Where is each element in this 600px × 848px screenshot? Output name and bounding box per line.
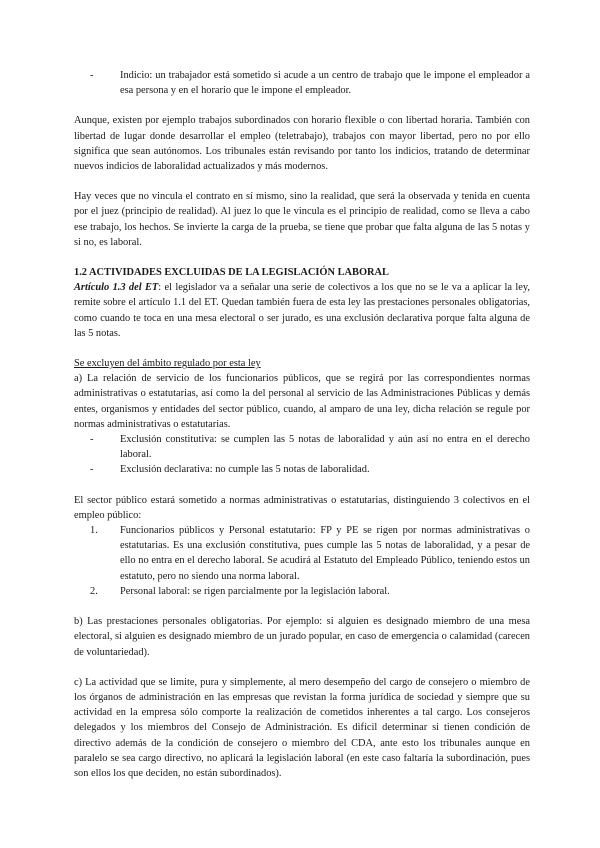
intro-list [74, 68, 530, 98]
item-b-text: b) Las prestaciones personales obligatorias. Por ejemplo: si alguien es designado miembro de una mesa electoral, si alguien es designado miembro de un jurado popular, en caso de emergencia o calamidad (carecen de voluntariedad). [74, 616, 530, 658]
list-item [90, 68, 530, 98]
list-item [90, 584, 530, 599]
list-item-text: Funcionarios públicos y Personal estatutario: FP y PE se rigen por normas administrativas o estatutarias. Es una exclusión constitutiva, pues cumple las 5 notas de laboralidad, y a pesar de ello no entra en el derecho laboral. Se acudirá al Estatuto del Empleado Público, teniendo estos un estatuto, pero no siendo una norma laboral. [120, 525, 530, 582]
article-text: : el legislador va a señalar una serie de colectivos a los que no se le va a aplicar la ley, remite sobre el artículo 1.1 del ET. Quedan también fuera de esta ley las prestaciones personales obligatorias, como cuando te toca en una mesa electoral o ser jurado, es una exclusión declarativa porque falta alguna de las 5 notas. [74, 282, 530, 339]
list-marker: 1. [90, 525, 98, 537]
list-item [90, 523, 530, 584]
item-c-text: c) La actividad que se limite, pura y simplemente, al mero desempeño del cargo de consejero o miembro de los órganos de administración en las empresas que revistan la forma jurídica de sociedad y siempre que su actividad en la empresa sólo comporte la realización de cometidos inherentes a tal cargo. Los consejeros delegados y los miembros del Consejo de Administración. Es difícil determinar si tienen condición de directivo además de la condición de consejero o miembro del CDA, ante esto los tribunales aunque en paralelo se sea cargo directivo, no aplicará la legislación laboral (en este caso faltaría la subordinación, pues son ellos los que deciden, no están subordinados). [74, 676, 530, 779]
paragraph-article-1-3 [74, 280, 530, 341]
excluded-title: Se excluyen del ámbito regulado por esta ley [74, 358, 261, 370]
list-marker: 2. [90, 585, 98, 597]
paragraph-reality-principle: Hay veces que no vincula el contrato en sí mismo, sino la realidad, que será la observada y tenida en cuenta por el juez (principio de realidad). Al juez lo que le vincula es el principio de realidad, como se lleva a cabo ese trabajo, los hechos. Se invierte la carga de la prueba, se tiene que probar que falta alguna de las 5 notas y si no, es laboral. [74, 191, 530, 248]
paragraph-flexible-work: Aunque, existen por ejemplo trabajos subordinados con horario flexible o con libertad horaria. También con libertad de lugar donde desarrollar el empleo (teletrabajo), trabajos con mayor libertad, pero no por ello significa que sean autónomos. Los tribunales están revisando por tanto los indicios, tratando de determinar nuevos indicios de laboralidad actualizados y más modernos. [74, 115, 530, 173]
list-item-text: Exclusión declarativa: no cumple las 5 notas de laboralidad. [120, 464, 370, 476]
list-marker: - [90, 464, 94, 476]
list-item [90, 462, 530, 477]
article-label: Artículo 1.3 del ET [74, 282, 159, 294]
exclusion-types-list [74, 432, 530, 478]
list-item-text: Personal laboral: se rigen parcialmente por la legislación laboral. [120, 585, 390, 597]
item-a-text: a) La relación de servicio de los funcionarios públicos, que se regirá por las correspondientes normas administrativas o estatutarias, así como la del personal al servicio de las Administraciones Públicas y demás entes, organismos y entidades del sector público, cuando, al amparo de una ley, dicha relación se regule por normas administrativas o estatutarias. [74, 373, 530, 430]
section-heading: 1.2 ACTIVIDADES EXCLUIDAS DE LA LEGISLACIÓN LABORAL [74, 267, 389, 279]
list-marker: - [90, 434, 94, 446]
list-item-text: Indicio: un trabajador está sometido si acude a un centro de trabajo que le impone el empleador a esa persona y en el horario que le impone el empleador. [120, 70, 530, 97]
list-item [90, 432, 530, 462]
list-marker: - [90, 70, 94, 81]
public-sector-list [74, 523, 530, 599]
paragraph-public-sector: El sector público estará sometido a normas administrativas o estatutarias, distinguiendo 3 colectivos en el empleo público: [74, 494, 530, 521]
list-item-text: Exclusión constitutiva: se cumplen las 5 notas de laboralidad y aún así no entra en el derecho laboral. [120, 434, 530, 461]
